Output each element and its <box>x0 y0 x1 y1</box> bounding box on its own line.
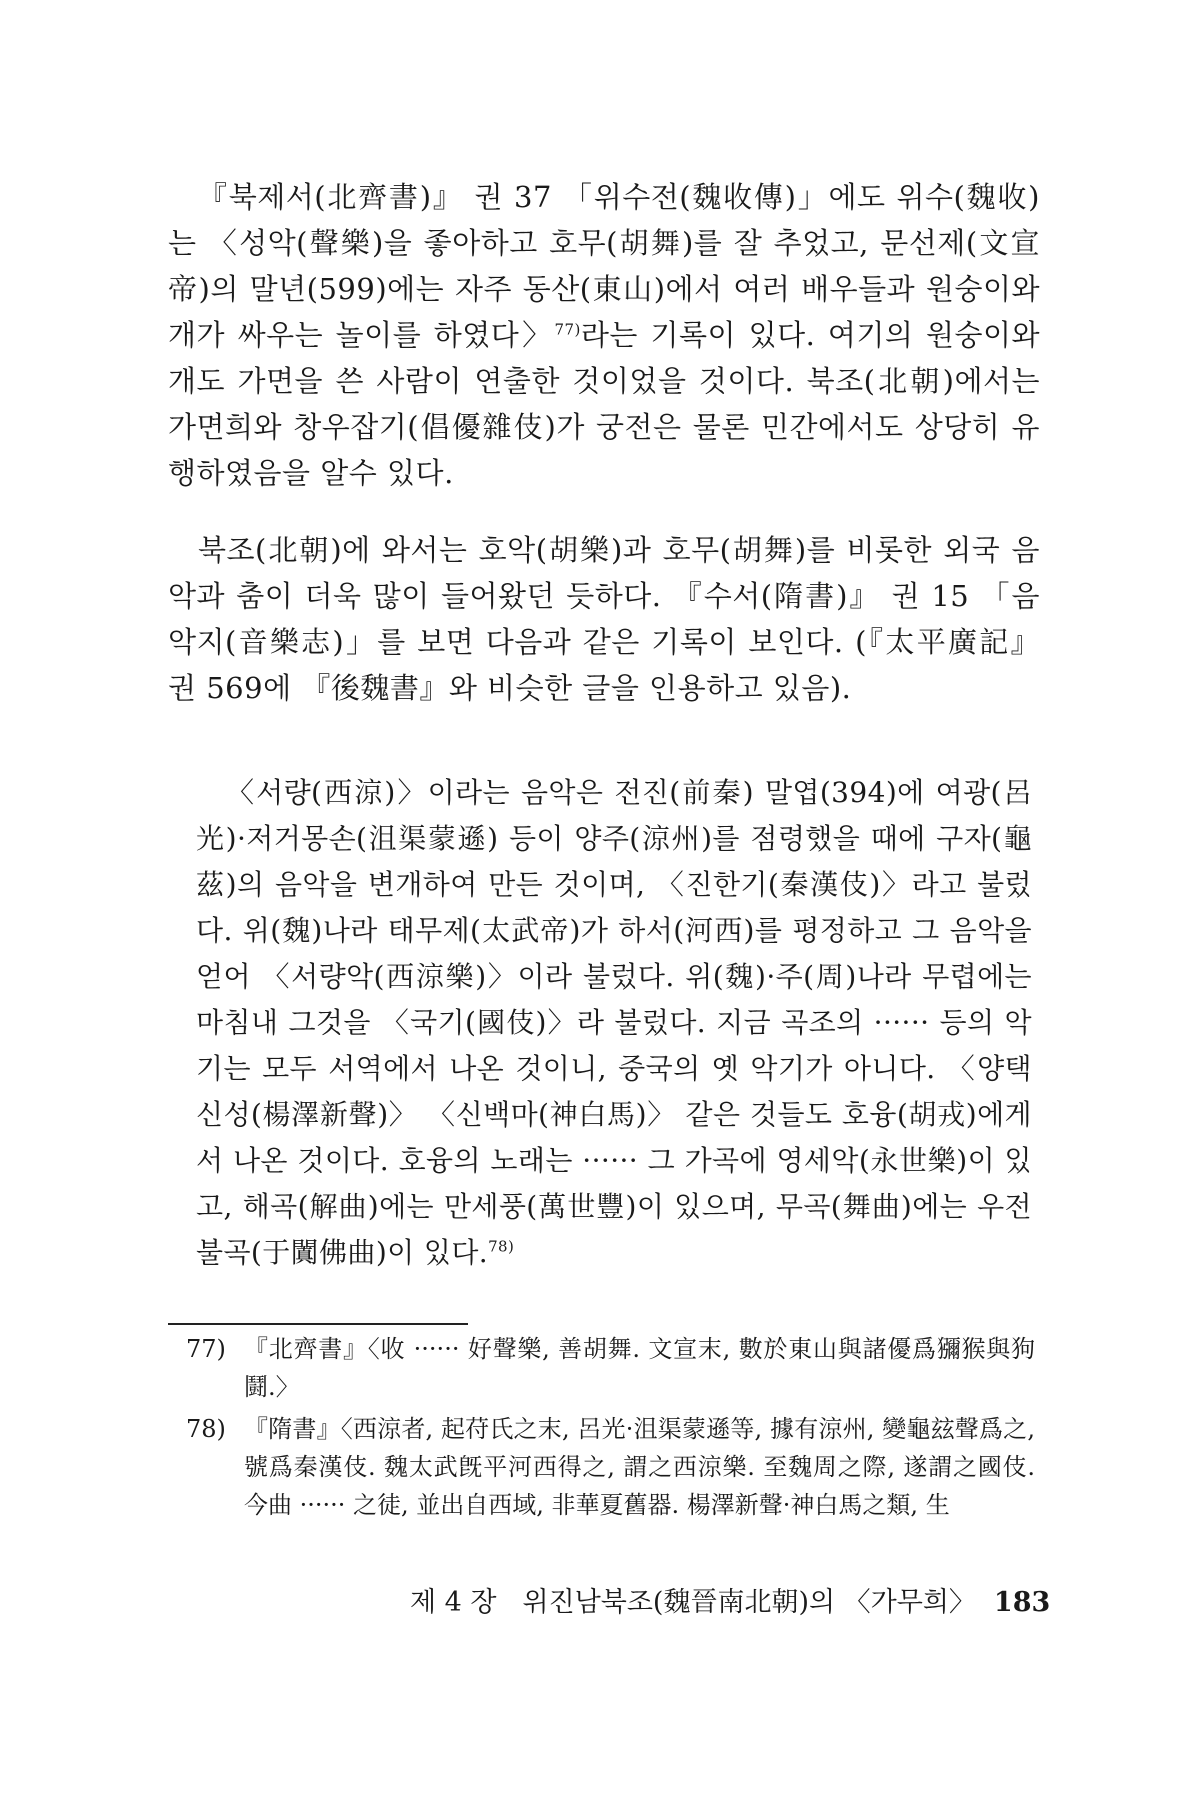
footnote-divider <box>168 1323 468 1325</box>
body-paragraph <box>168 174 1040 496</box>
footnote-reference[interactable]: 78) <box>488 1237 515 1256</box>
block-quotation <box>196 770 1032 1276</box>
footnote-text: 『隋書』〈西涼者, 起苻氏之末, 呂光·沮渠蒙遜等, 據有涼州, 變龜玆聲爲之, 號爲秦漢伎. 魏太武旣平河西得之, 謂之西涼樂. 至魏周之際, 遂謂之國伎. 今曲 ······ 之徒, 並出自西域, 非華夏舊器. 楊澤新聲·神白馬之類, 生 <box>244 1415 1035 1519</box>
footnote-text: 『北齊書』〈收 ······ 好聲樂, 善胡舞. 文宣末, 數於東山與諸優爲獼猴與狗鬪.〉 <box>244 1335 1035 1401</box>
footnote-number: 77) <box>186 1335 226 1363</box>
body-paragraph: 북조(北朝)에 와서는 호악(胡樂)과 호무(胡舞)를 비롯한 외국 음악과 춤이 더욱 많이 들어왔던 듯하다. 『수서(隋書)』 권 15 「음악지(音樂志)」를 보면 다음과 같은 기록이 보인다. (『太平廣記』 권 569에 『後魏書』와 비슷한 글을 인용하고 있음). <box>168 533 1040 705</box>
footnote-reference[interactable]: 77) <box>554 320 581 339</box>
footnote <box>186 1410 1035 1524</box>
footnote-number: 78) <box>186 1415 226 1443</box>
paragraph-text-continued: 라는 기록이 있다. 여기의 원숭이와 개도 가면을 쓴 사람이 연출한 것이었을 것이다. 북조(北朝)에서는 가면희와 창우잡기(倡優雜伎)가 궁전은 물론 민간에서도 상당히 유행하였음을 알수 있다. <box>168 318 1040 490</box>
paragraph-text: 『북제서(北齊書)』 권 37 「위수전(魏收傳)」에도 위수(魏收)는 〈성악(聲樂)을 좋아하고 호무(胡舞)를 잘 추었고, 문선제(文宣帝)의 말년(599)에는 자주 동산(東山)에서 여러 배우들과 원숭이와 개가 싸우는 놀이를 하였다〉 <box>168 180 1040 352</box>
chapter-label: 제 4 장 <box>410 1587 497 1618</box>
running-footer <box>410 1583 1051 1623</box>
quotation-text: 〈서량(西涼)〉이라는 음악은 전진(前秦) 말엽(394)에 여광(呂光)·저거몽손(沮渠蒙遜) 등이 양주(涼州)를 점령했을 때에 구자(龜茲)의 음악을 변개하여 만든 것이며, 〈진한기(秦漢伎)〉라고 불렀다. 위(魏)나라 태무제(太武帝)가 하서(河西)를 평정하고 그 음악을 얻어 〈서량악(西涼樂)〉이라 불렀다. 위(魏)·주(周)나라 무렵에는 마침내 그것을 〈국기(國伎)〉라 불렀다. 지금 곡조의 ······ 등의 악기는 모두 서역에서 나온 것이니, 중국의 옛 악기가 아니다. 〈양택신성(楊澤新聲)〉 〈신백마(神白馬)〉 같은 것들도 호융(胡戎)에게서 나온 것이다. 호융의 노래는 ······ 그 가곡에 영세악(永世樂)이 있고, 해곡(解曲)에는 만세풍(萬世豐)이 있으며, 무곡(舞曲)에는 우전불곡(于闐佛曲)이 있다. <box>196 776 1032 1269</box>
page-number: 183 <box>993 1587 1051 1618</box>
footnote <box>186 1330 1035 1406</box>
chapter-title: 위진남북조(魏晉南北朝)의 〈가무희〉 <box>522 1587 976 1618</box>
